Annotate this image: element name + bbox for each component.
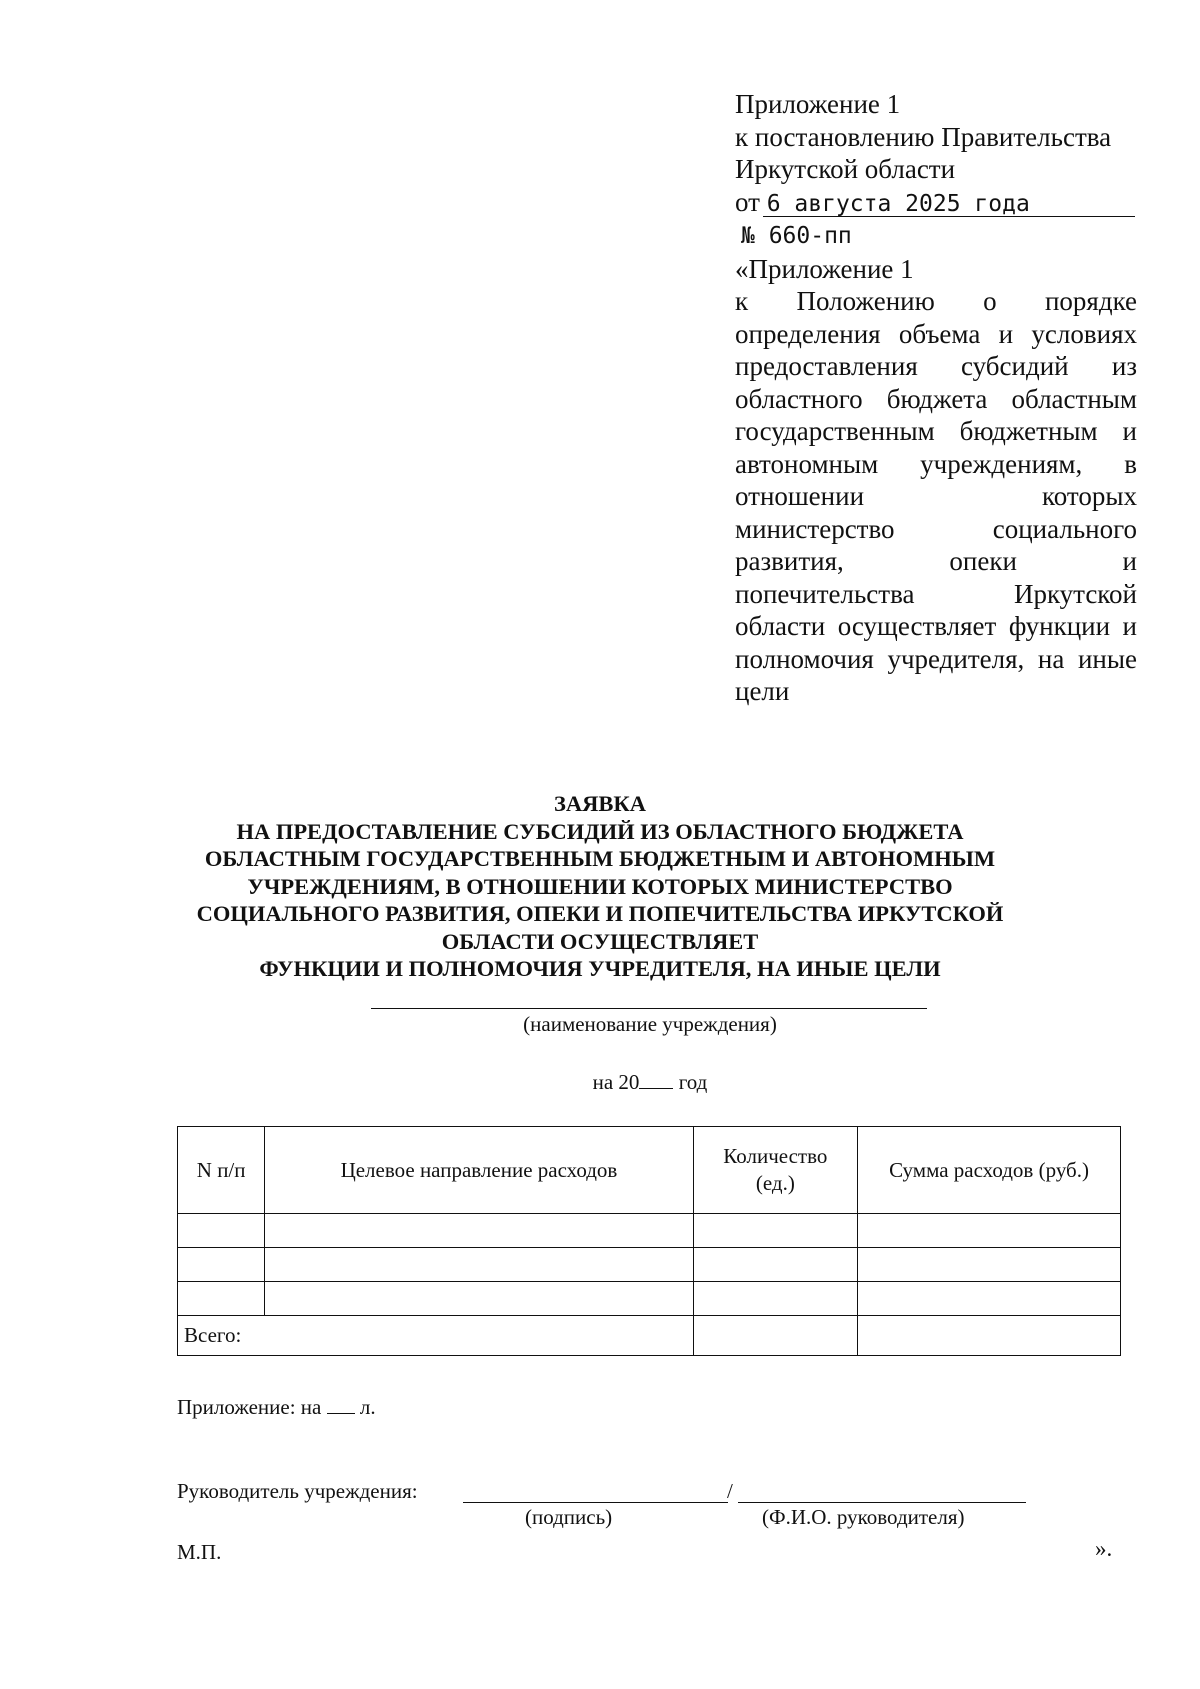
year-suffix: год <box>678 1070 708 1094</box>
institution-caption: (наименование учреждения) <box>523 1012 777 1036</box>
total-label: Всего: <box>178 1316 694 1356</box>
director-name-caption: (Ф.И.О. руководителя) <box>762 1505 965 1529</box>
date-prefix: от <box>735 186 760 217</box>
regulation-line: области осуществляет функции и <box>735 611 1137 641</box>
table-cell[interactable] <box>858 1214 1121 1248</box>
table-cell[interactable] <box>858 1282 1121 1316</box>
regulation-line: развития, опеки и <box>735 546 1137 576</box>
regulation-line: министерство социального <box>735 513 1137 544</box>
institution-name-field[interactable] <box>371 1008 927 1009</box>
table-cell[interactable] <box>178 1214 265 1248</box>
table-cell[interactable] <box>178 1282 265 1316</box>
table-row <box>178 1214 1121 1248</box>
title-line: ОБЛАСТИ ОСУЩЕСТВЛЯЕТ <box>441 928 759 954</box>
regulation-line: к Положению о порядке <box>735 286 1137 316</box>
title-line: НА ПРЕДОСТАВЛЕНИЕ СУБСИДИЙ ИЗ ОБЛАСТНОГО БЮДЖЕТА <box>236 818 964 844</box>
table-cell[interactable] <box>265 1214 693 1248</box>
date-underline <box>763 216 1135 217</box>
year-line <box>300 1070 1000 1095</box>
header-region-line: Иркутской области <box>735 154 956 184</box>
header-quantity <box>693 1127 857 1214</box>
header-date-line <box>735 186 1137 221</box>
table-total-row <box>178 1316 1121 1356</box>
table-row <box>178 1248 1121 1282</box>
stamp-place: М.П. <box>177 1540 222 1564</box>
title-line: ОБЛАСТНЫМ ГОСУДАРСТВЕННЫМ БЮДЖЕТНЫМ И АВТОНОМНЫМ <box>204 846 996 871</box>
document-title <box>150 790 1050 983</box>
header-qty-line2: (ед.) <box>755 1171 795 1195</box>
total-sum-cell[interactable] <box>858 1316 1121 1356</box>
table-cell[interactable] <box>693 1282 857 1316</box>
header-appendix-number: Приложение 1 <box>735 89 901 119</box>
table-cell[interactable] <box>265 1282 693 1316</box>
regulation-line: определения объема и условиях <box>735 318 1137 349</box>
title-line: УЧРЕЖДЕНИЯМ, В ОТНОШЕНИИ КОТОРЫХ МИНИСТЕРСТВО <box>247 873 953 899</box>
table-header-row <box>178 1127 1121 1214</box>
header-appendix-line: «Приложение 1 <box>735 253 914 284</box>
header-sum: Сумма расходов (руб.) <box>858 1127 1121 1214</box>
date-value: 6 августа 2025 года <box>766 190 1030 217</box>
regulation-line: полномочия учредителя, на иные <box>735 643 1137 674</box>
table-cell[interactable] <box>265 1248 693 1282</box>
header-direction: Целевое направление расходов <box>265 1127 693 1214</box>
regulation-line: предоставления субсидий из <box>735 351 1137 381</box>
table-row <box>178 1282 1121 1316</box>
table-cell[interactable] <box>858 1248 1121 1282</box>
regulation-line: государственным бюджетным и <box>735 416 1137 446</box>
table-cell[interactable] <box>693 1248 857 1282</box>
regulation-line: автономным учреждениям, в <box>735 448 1137 479</box>
expenses-table <box>177 1126 1121 1356</box>
header-qty-line1: Количество <box>723 1144 828 1168</box>
title-line: СОЦИАЛЬНОГО РАЗВИТИЯ, ОПЕКИ И ПОПЕЧИТЕЛЬСТВА ИРКУТСКОЙ <box>196 901 1004 926</box>
total-quantity-cell[interactable] <box>693 1316 857 1356</box>
title-line: ЗАЯВКА <box>554 791 646 816</box>
regulation-line: попечительства Иркутской <box>735 578 1137 609</box>
attachment-prefix: Приложение: на <box>177 1395 322 1419</box>
closing-quote: ». <box>1095 1536 1113 1561</box>
signature-field[interactable] <box>463 1502 728 1503</box>
header-resolution-line: к постановлению Правительства <box>735 121 1112 152</box>
attachment-line <box>177 1395 376 1420</box>
header-block <box>735 88 1137 708</box>
header-num: N п/п <box>178 1127 265 1214</box>
regulation-line: областного бюджета областным <box>735 383 1137 414</box>
attachment-pages-field[interactable] <box>327 1395 355 1414</box>
regulation-line: цели <box>735 676 790 706</box>
year-prefix: на 20 <box>592 1070 640 1094</box>
signature-caption: (подпись) <box>525 1505 613 1529</box>
table-cell[interactable] <box>693 1214 857 1248</box>
signature-label: Руководитель учреждения: <box>177 1479 418 1503</box>
resolution-number: № 660-пп <box>741 223 852 249</box>
director-name-field[interactable] <box>738 1502 1026 1503</box>
regulation-line: отношении которых <box>735 481 1137 511</box>
signature-slash: / <box>727 1479 733 1503</box>
title-line: ФУНКЦИИ И ПОЛНОМОЧИЯ УЧРЕДИТЕЛЯ, НА ИНЫЕ ЦЕЛИ <box>259 956 941 981</box>
table-cell[interactable] <box>178 1248 265 1282</box>
year-blank-field[interactable] <box>639 1070 673 1089</box>
attachment-suffix: л. <box>359 1395 376 1419</box>
